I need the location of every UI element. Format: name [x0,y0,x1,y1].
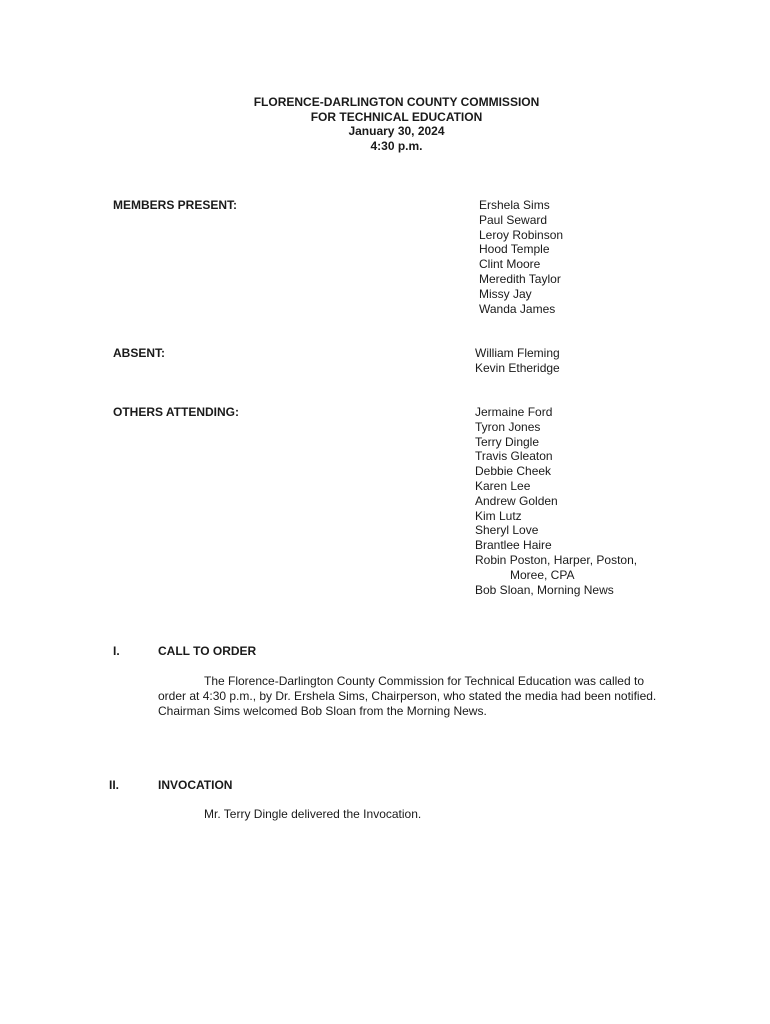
list-item: Sheryl Love [475,523,539,538]
list-item: Kevin Etheridge [475,360,560,375]
list-item: Clint Moore [479,257,541,272]
list-item: Kim Lutz [475,508,522,523]
list-item: Debbie Cheek [475,464,552,479]
list-item: Terry Dingle [475,434,540,449]
list-item: Bob Sloan, Morning News [475,582,614,597]
list-item: Travis Gleaton [475,449,553,464]
section-body: Mr. Terry Dingle delivered the Invocation. [204,807,422,821]
section-number: I. [113,644,120,658]
members-present-label: MEMBERS PRESENT: [113,198,238,212]
header-title-line2: FOR TECHNICAL EDUCATION [310,109,483,124]
list-item: Paul Seward [479,212,548,227]
list-item: Wanda James [479,301,556,316]
section-body: The Florence-Darlington County Commission for Technical Education was called to order at 4:30 p.m., by Dr. Ershela Sims, Chairperson, who stated the media had been notified. Chairman Sims welcomed Bob Sloan from the Morning News. [158,674,657,718]
list-item: Missy Jay [479,286,532,301]
list-item: Robin Poston, Harper, Poston, [475,552,638,567]
absent-list [475,346,560,376]
list-item: Andrew Golden [475,493,558,508]
document-header [0,95,770,153]
others-attending-label: OTHERS ATTENDING: [113,405,239,419]
list-item: Jermaine Ford [475,405,553,419]
others-attending-list [475,405,637,597]
absent-label: ABSENT: [113,346,166,360]
list-item: Tyron Jones [475,419,541,434]
list-item: Hood Temple [479,242,550,257]
list-item: Brantlee Haire [475,538,552,553]
list-item: Karen Lee [475,478,531,493]
section-number: II. [109,778,120,792]
header-time: 4:30 p.m. [370,138,423,153]
section-title: CALL TO ORDER [158,644,257,658]
list-item: Moree, CPA [510,567,575,582]
members-present-list [479,198,563,316]
list-item: Ershela Sims [479,198,550,212]
header-title-line1: FLORENCE-DARLINGTON COUNTY COMMISSION [253,95,540,109]
list-item: William Fleming [475,346,560,360]
header-date: January 30, 2024 [348,124,445,139]
list-item: Meredith Taylor [479,271,561,286]
list-item: Leroy Robinson [479,227,564,242]
section-title: INVOCATION [158,778,233,792]
